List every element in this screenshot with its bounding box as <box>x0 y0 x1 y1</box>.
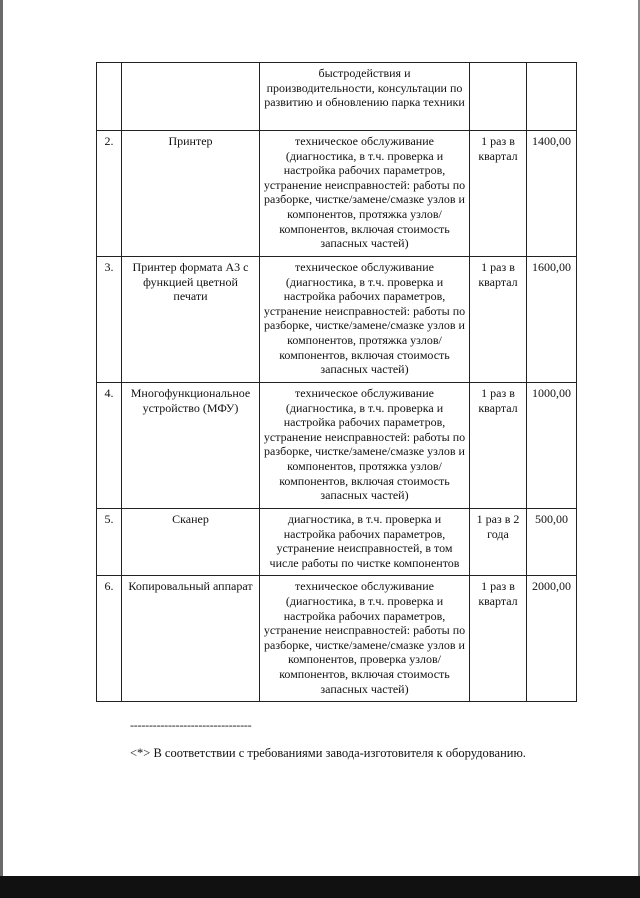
work-description: техническое обслуживание (диагностика, в т.ч. проверка и настройка рабочих параметров, устранение неисправностей: работы по разборке, чистке/замене/смазке узлов и компонентов, протяжка узлов/компонентов, включая стоимость запасных частей) <box>260 383 470 509</box>
table-row <box>97 63 577 131</box>
table-row <box>97 131 577 257</box>
frequency: 1 раз в квартал <box>470 131 527 257</box>
services-table <box>96 62 577 702</box>
work-description: диагностика, в т.ч. проверка и настройка рабочих параметров, устранение неисправностей, в том числе работы по чистке компонентов <box>260 509 470 576</box>
frequency: 1 раз в квартал <box>470 257 527 383</box>
frequency: 1 раз в квартал <box>470 383 527 509</box>
table-row <box>97 576 577 702</box>
scan-bottom-border <box>0 876 640 898</box>
work-description: техническое обслуживание (диагностика, в т.ч. проверка и настройка рабочих параметров, устранение неисправностей: работы по разборке, чистке/замене/смазке узлов и компонентов, проверка узлов/компонентов, включая стоимость запасных частей) <box>260 576 470 702</box>
price: 1600,00 <box>527 257 577 383</box>
price: 1400,00 <box>527 131 577 257</box>
table-row <box>97 257 577 383</box>
row-number: 5. <box>97 509 122 576</box>
price: 1000,00 <box>527 383 577 509</box>
row-number: 6. <box>97 576 122 702</box>
frequency: 1 раз в 2 года <box>470 509 527 576</box>
equipment-name: Принтер формата А3 с функцией цветной печати <box>122 257 260 383</box>
equipment-name <box>122 63 260 131</box>
equipment-name: Многофункциональное устройство (МФУ) <box>122 383 260 509</box>
scan-left-edge <box>0 0 3 898</box>
table-row <box>97 383 577 509</box>
row-number <box>97 63 122 131</box>
row-number: 2. <box>97 131 122 257</box>
work-description: техническое обслуживание (диагностика, в т.ч. проверка и настройка рабочих параметров, устранение неисправностей: работы по разборке, чистке/замене/смазке узлов и компонентов, протяжка узлов/компонентов, включая стоимость запасных частей) <box>260 257 470 383</box>
row-number: 4. <box>97 383 122 509</box>
price: 2000,00 <box>527 576 577 702</box>
equipment-name: Принтер <box>122 131 260 257</box>
price <box>527 63 577 131</box>
row-number: 3. <box>97 257 122 383</box>
frequency <box>470 63 527 131</box>
footnote-text: <*> В соответствии с требованиями завода-изготовителя к оборудованию. <box>130 746 526 760</box>
equipment-name: Сканер <box>122 509 260 576</box>
footnote-separator: -------------------------------- <box>130 718 252 732</box>
equipment-name: Копировальный аппарат <box>122 576 260 702</box>
price: 500,00 <box>527 509 577 576</box>
table-row <box>97 509 577 576</box>
work-description: быстродействия и производительности, консультации по развитию и обновлению парка техники <box>260 63 470 131</box>
work-description: техническое обслуживание (диагностика, в т.ч. проверка и настройка рабочих параметров, устранение неисправностей: работы по разборке, чистке/замене/смазке узлов и компонентов, протяжка узлов/компонентов, включая стоимость запасных частей) <box>260 131 470 257</box>
frequency: 1 раз в квартал <box>470 576 527 702</box>
